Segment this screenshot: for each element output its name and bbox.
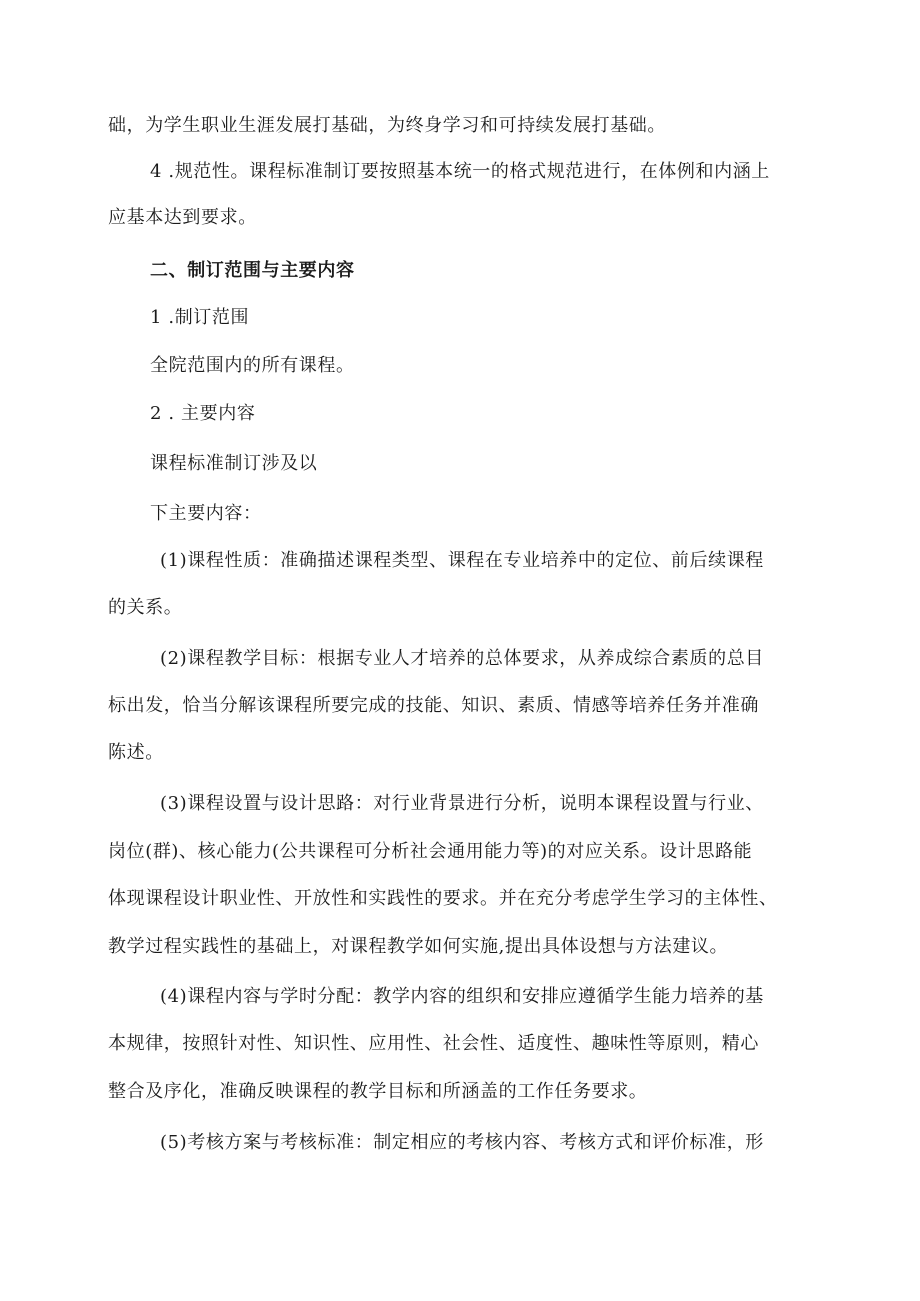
paragraph-line: 本规律，按照针对性、知识性、应用性、社会性、适度性、趣味性等原则，精心 — [108, 1033, 759, 1054]
list-item: (2)课程教学目标：根据专业人才培养的总体要求，从养成综合素质的总目 — [160, 648, 764, 669]
paragraph-line: 的关系。 — [108, 597, 183, 618]
paragraph-line: 整合及序化，准确反映课程的教学目标和所涵盖的工作任务要求。 — [108, 1081, 648, 1102]
paragraph-line: 标出发，恰当分解该课程所要完成的技能、知识、素质、情感等培养任务并准确 — [108, 695, 759, 716]
subsection-heading: 1 .制订范围 — [150, 307, 250, 328]
paragraph-line: 课程标准制订涉及以 — [150, 453, 318, 474]
subsection-heading: 2 . 主要内容 — [150, 403, 256, 424]
paragraph-line: 全院范围内的所有课程。 — [150, 355, 355, 376]
paragraph-line: 应基本达到要求。 — [108, 207, 257, 228]
list-item: (1)课程性质：准确描述课程类型、课程在专业培养中的定位、前后续课程 — [160, 550, 764, 571]
list-item: (4)课程内容与学时分配：教学内容的组织和安排应遵循学生能力培养的基 — [160, 986, 764, 1007]
paragraph-line: 4 .规范性。课程标准制订要按照基本统一的格式规范进行，在体例和内涵上 — [150, 161, 770, 182]
paragraph-line: 体现课程设计职业性、开放性和实践性的要求。并在充分考虑学生学习的主体性、 — [108, 888, 778, 909]
paragraph-line: 岗位(群)、核心能力(公共课程可分析社会通用能力等)的对应关系。设计思路能 — [108, 841, 753, 862]
list-item: (5)考核方案与考核标准：制定相应的考核内容、考核方式和评价标准，形 — [160, 1132, 764, 1153]
section-heading: 二、制订范围与主要内容 — [150, 260, 355, 281]
paragraph-line: 下主要内容： — [150, 503, 262, 524]
paragraph-line: 陈述。 — [108, 742, 164, 763]
paragraph-line: 础，为学生职业生涯发展打基础，为终身学习和可持续发展打基础。 — [108, 115, 666, 136]
paragraph-line: 教学过程实践性的基础上，对课程教学如何实施,提出具体设想与方法建议。 — [108, 936, 729, 957]
list-item: (3)课程设置与设计思路：对行业背景进行分析，说明本课程设置与行业、 — [160, 793, 764, 814]
